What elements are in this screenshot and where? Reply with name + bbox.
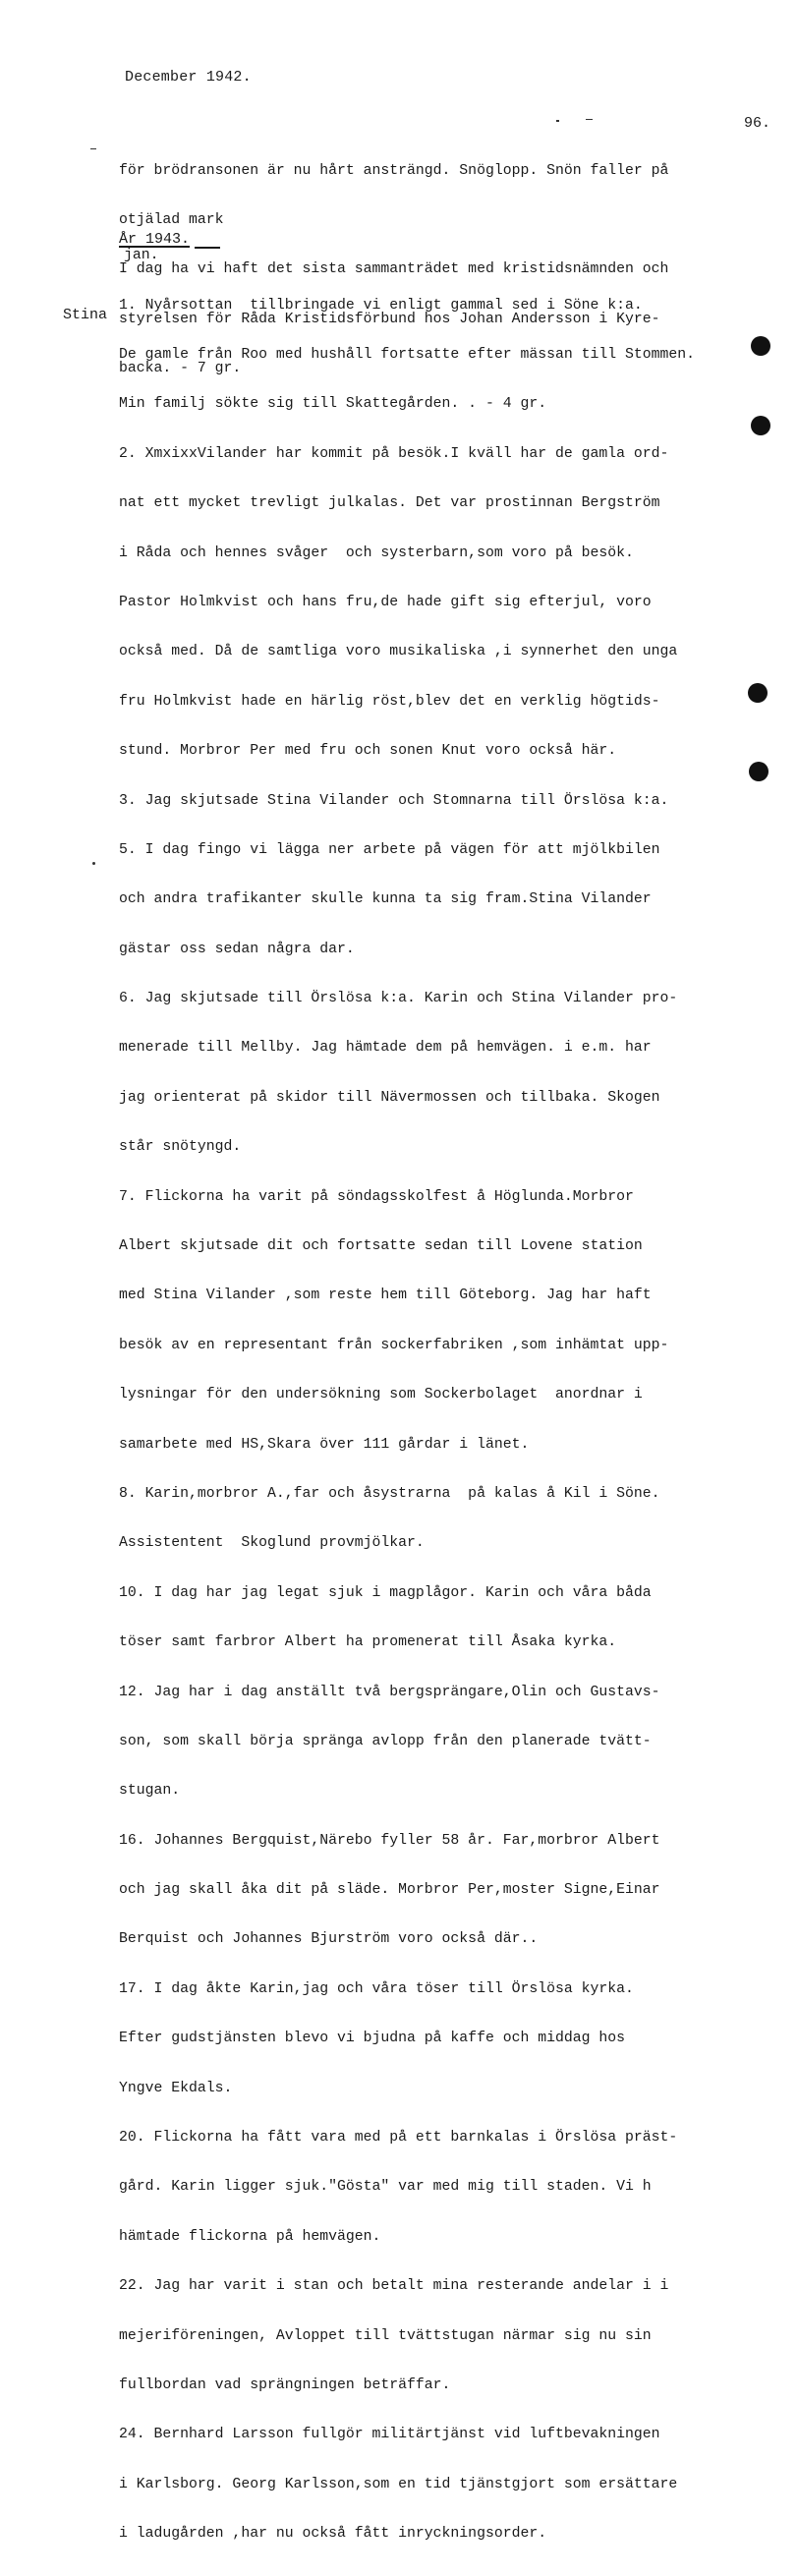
text-line: Efter gudstjänsten blevo vi bjudna på kaffe och middag hos xyxy=(119,2031,626,2047)
text-line: i ladugården ,har nu också fått inryckningsorder. xyxy=(119,2526,547,2543)
text-line: nat ett mycket trevligt julkalas. Det var prostinnan Bergström xyxy=(119,495,660,512)
text-line: Assistentent Skoglund provmjölkar. xyxy=(119,1535,425,1552)
paper-speck xyxy=(586,119,593,120)
text-line: stugan. xyxy=(119,1783,181,1800)
text-line: 10. I dag har jag legat sjuk i magplågor. Karin och våra båda xyxy=(119,1584,652,1601)
text-line: och andra trafikanter skulle kunna ta sig fram.Stina Vilander xyxy=(119,891,652,908)
text-line: 7. Flickorna ha varit på söndagsskolfest å Höglunda.Morbror xyxy=(119,1188,634,1205)
text-line: fullbordan vad sprängningen beträffar. xyxy=(119,2377,451,2393)
punch-hole xyxy=(751,416,770,435)
heading-underline xyxy=(195,247,220,249)
text-line: hämtade flickorna på hemvägen. xyxy=(119,2228,381,2245)
text-line: I dag ha vi haft det sista sammanträdet med kristidsnämnden och xyxy=(119,261,669,278)
text-line: stund. Morbror Per med fru och sonen Knut voro också här. xyxy=(119,743,617,760)
text-line: 8. Karin,morbror A.,far och åsystrarna på kalas å Kil i Söne. xyxy=(119,1485,660,1502)
text-line: och jag skall åka dit på släde. Morbror Per,moster Signe,Einar xyxy=(119,1882,660,1899)
text-line: 24. Bernhard Larsson fullgör militärtjänst vid luftbevakningen xyxy=(119,2427,660,2443)
text-line: backa. - 7 gr. xyxy=(119,361,242,377)
text-line: 12. Jag har i dag anställt två bergsprängare,Olin och Gustavs- xyxy=(119,1684,660,1700)
text-line: Albert skjutsade dit och fortsatte sedan till Lovene station xyxy=(119,1238,643,1255)
text-line: för brödransonen är nu hårt ansträngd. Snöglopp. Snön faller på xyxy=(119,162,669,179)
text-line: med Stina Vilander ,som reste hem till Göteborg. Jag har haft xyxy=(119,1288,652,1304)
text-line: styrelsen för Råda Kristidsförbund hos Johan Andersson i Kyre- xyxy=(119,311,660,327)
text-line: töser samt farbror Albert ha promenerat till Åsaka kyrka. xyxy=(119,1634,617,1651)
text-line: samarbete med HS,Skara över 111 gårdar i länet. xyxy=(119,1436,530,1453)
text-line: 22. Jag har varit i stan och betalt mina resterande andelar i i xyxy=(119,2278,669,2295)
paper-speck xyxy=(92,862,95,865)
page-number: 96. xyxy=(744,115,771,132)
text-line: jag orienterat på skidor till Nävermossen och tillbaka. Skogen xyxy=(119,1089,660,1106)
text-line: son, som skall börja spränga avlopp från den planerade tvätt- xyxy=(119,1733,652,1749)
text-line: otjälad mark xyxy=(119,211,224,228)
text-line: besök av en representant från sockerfabriken ,som inhämtat upp- xyxy=(119,1337,669,1353)
text-line: också med. Då de samtliga voro musikaliska ,i synnerhet den unga xyxy=(119,644,678,660)
text-line: Yngve Ekdals. xyxy=(119,2080,233,2096)
text-line: gård. Karin ligger sjuk."Gösta" var med mig till staden. Vi h xyxy=(119,2179,652,2196)
paper-speck xyxy=(90,148,96,149)
text-line: 16. Johannes Bergquist,Närebo fyller 58 år. Far,morbror Albert xyxy=(119,1832,660,1849)
entries-1943 xyxy=(119,264,787,2576)
month-label: jan. xyxy=(124,248,159,263)
text-line: 20. Flickorna ha fått vara med på ett barnkalas i Örslösa präst- xyxy=(119,2130,678,2147)
text-line: Pastor Holmkvist och hans fru,de hade gift sig efterjul, voro xyxy=(119,594,652,610)
text-line: Berquist och Johannes Bjurström voro också där.. xyxy=(119,1931,539,1948)
text-line: 6. Jag skjutsade till Örslösa k:a. Karin och Stina Vilander pro- xyxy=(119,991,678,1007)
text-line: De gamle från Roo med hushåll fortsatte efter mässan till Stommen. xyxy=(119,346,696,363)
text-line: står snötyngd. xyxy=(119,1139,242,1156)
header-date: December 1942. xyxy=(125,69,252,86)
text-line: mejeriföreningen, Avloppet till tvättstugan närmar sig nu sin xyxy=(119,2327,652,2344)
margin-note: Stina xyxy=(63,307,108,323)
text-line: gästar oss sedan några dar. xyxy=(119,941,355,957)
punch-hole xyxy=(751,336,770,356)
text-line: 17. I dag åkte Karin,jag och våra töser till Örslösa kyrka. xyxy=(119,1980,634,1997)
text-line: Min familj sökte sig till Skattegården. . - 4 gr. xyxy=(119,396,547,413)
text-line: i Råda och hennes svåger och systerbarn,som voro på besök. xyxy=(119,544,634,561)
text-line: menerade till Mellby. Jag hämtade dem på hemvägen. i e.m. har xyxy=(119,1040,652,1057)
text-line: fru Holmkvist hade en härlig röst,blev det en verklig högtids- xyxy=(119,693,660,710)
paper-speck xyxy=(556,120,559,122)
text-line: 3. Jag skjutsade Stina Vilander och Stomnarna till Örslösa k:a. xyxy=(119,792,669,809)
text-line: 5. I dag fingo vi lägga ner arbete på vägen för att mjölkbilen xyxy=(119,841,660,858)
punch-hole xyxy=(749,762,769,781)
text-line: i Karlsborg. Georg Karlsson,som en tid tjänstgjort som ersättare xyxy=(119,2476,678,2492)
punch-hole xyxy=(748,683,768,703)
year-heading: År 1943. xyxy=(119,231,191,248)
text-line: lysningar för den undersökning som Sockerbolaget anordnar i xyxy=(119,1387,643,1403)
text-line: 2. XmxixxVilander har kommit på besök.I kväll har de gamla ord- xyxy=(119,445,669,462)
text-line: 1. Nyårsottan tillbringade vi enligt gammal sed i Söne k:a. xyxy=(119,297,643,314)
